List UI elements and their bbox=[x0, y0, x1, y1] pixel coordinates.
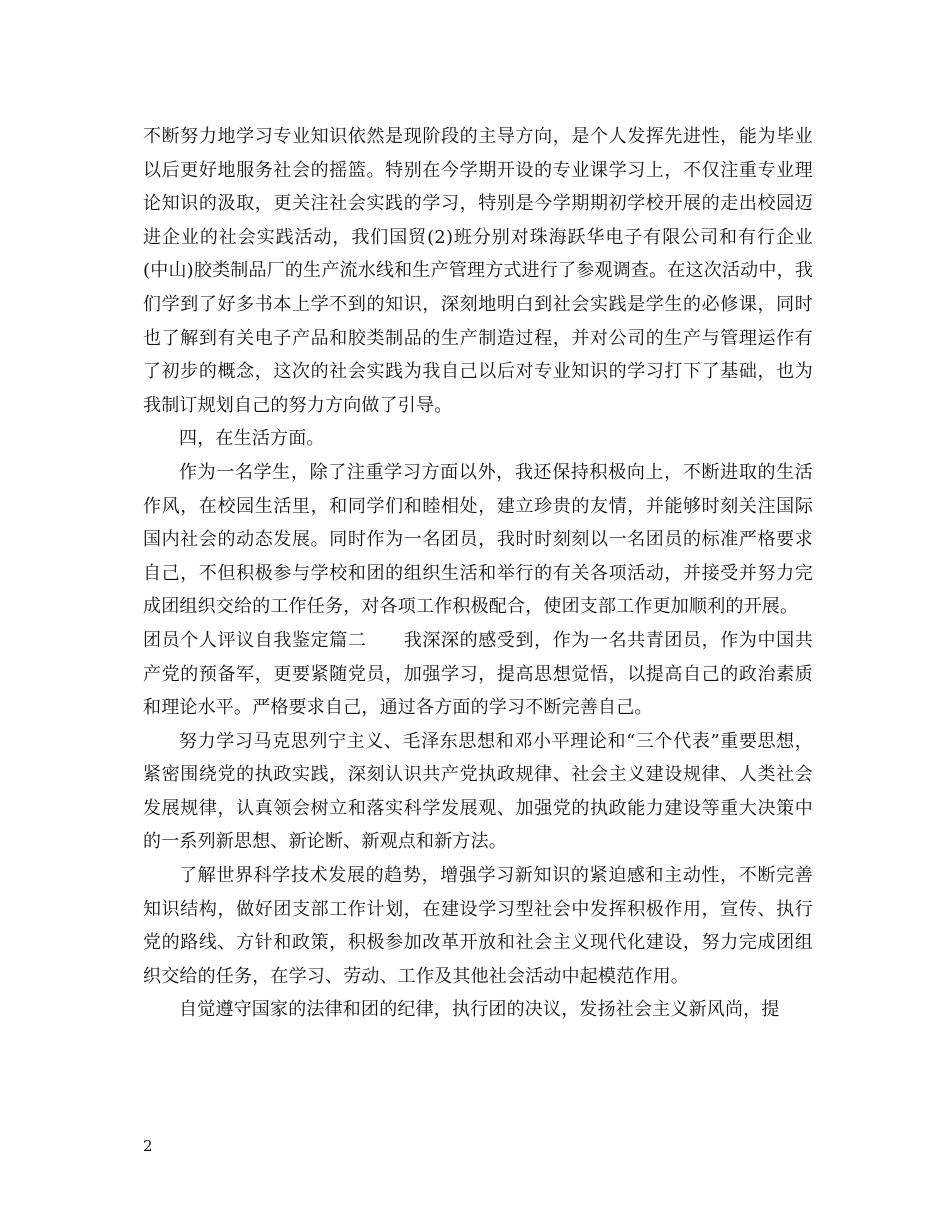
paragraph-theory-study: 努力学习马克思列宁主义、毛泽东思想和邓小平理论和“三个代表”重要思想，紧密围绕党的执政实践，深刻认识共产党执政规律、社会主义建设规律、人类社会发展规律，认真领会树立和落实科学发展观、加强党的执政能力建设等重大决策中的一系列新思想、新论断、新观点和新方法。 bbox=[143, 730, 813, 853]
paragraph-life-heading: 四，在生活方面。 bbox=[179, 428, 325, 450]
paragraph-science-trends: 了解世界科学技术发展的趋势，增强学习新知识的紧迫感和主动性，不断完善知识结构，做好团支部工作计划，在建设学习型社会中发挥积极作用，宣传、执行党的路线、方针和政策，积极参加改革开放和社会主义现代化建设，努力完成团组织交给的任务，在学习、劳动、工作及其他社会活动中起模范作用。 bbox=[143, 865, 813, 987]
page-number: 2 bbox=[143, 1137, 153, 1155]
paragraph-section-two-intro: 团员个人评议自我鉴定篇二 我深深的感受到，作为一名共青团员，作为中国共产党的预备军，更要紧随党员，加强学习，提高思想觉悟，以提高自己的政治素质和理论水平。严格要求自己，通过各方面的学习不断完善自己。 bbox=[143, 629, 813, 719]
paragraph-life-aspect: 作为一名学生，除了注重学习方面以外，我还保持积极向上，不断进取的生活作风，在校园生活里，和同学们和睦相处，建立珍贵的友情，并能够时刻关注国际国内社会的动态发展。同时作为一名团员，我时时刻刻以一名团员的标准严格要求自己，不但积极参与学校和团的组织生活和举行的有关各项活动，并接受并努力完成团组织交给的工作任务，对各项工作积极配合，使团支部工作更加顺利的开展。 bbox=[143, 461, 813, 618]
paragraph-professional-study: 不断努力地学习专业知识依然是现阶段的主导方向，是个人发挥先进性，能为毕业以后更好地服务社会的摇篮。特别在今学期开设的专业课学习上，不仅注重专业理论知识的汲取，更关注社会实践的学习，特别是今学期期初学校开展的走出校园迈进企业的社会实践活动，我们国贸(2)班分别对珠海跃华电子有限公司和有行企业(中山)胶类制品厂的生产流水线和生产管理方式进行了参观调查。在这次活动中，我们学到了好多书本上学不到的知识，深刻地明白到社会实践是学生的必修课，同时也了解到有关电子产品和胶类制品的生产制造过程，并对公司的生产与管理运作有了初步的概念，这次的社会实践为我自己以后对专业知识的学习打下了基础，也为我制订规划自己的努力方向做了引导。 bbox=[143, 126, 813, 416]
paragraph-law-discipline: 自觉遵守国家的法律和团的纪律，执行团的决议，发扬社会主义新风尚，提 bbox=[179, 999, 780, 1021]
document-body bbox=[143, 120, 813, 1027]
